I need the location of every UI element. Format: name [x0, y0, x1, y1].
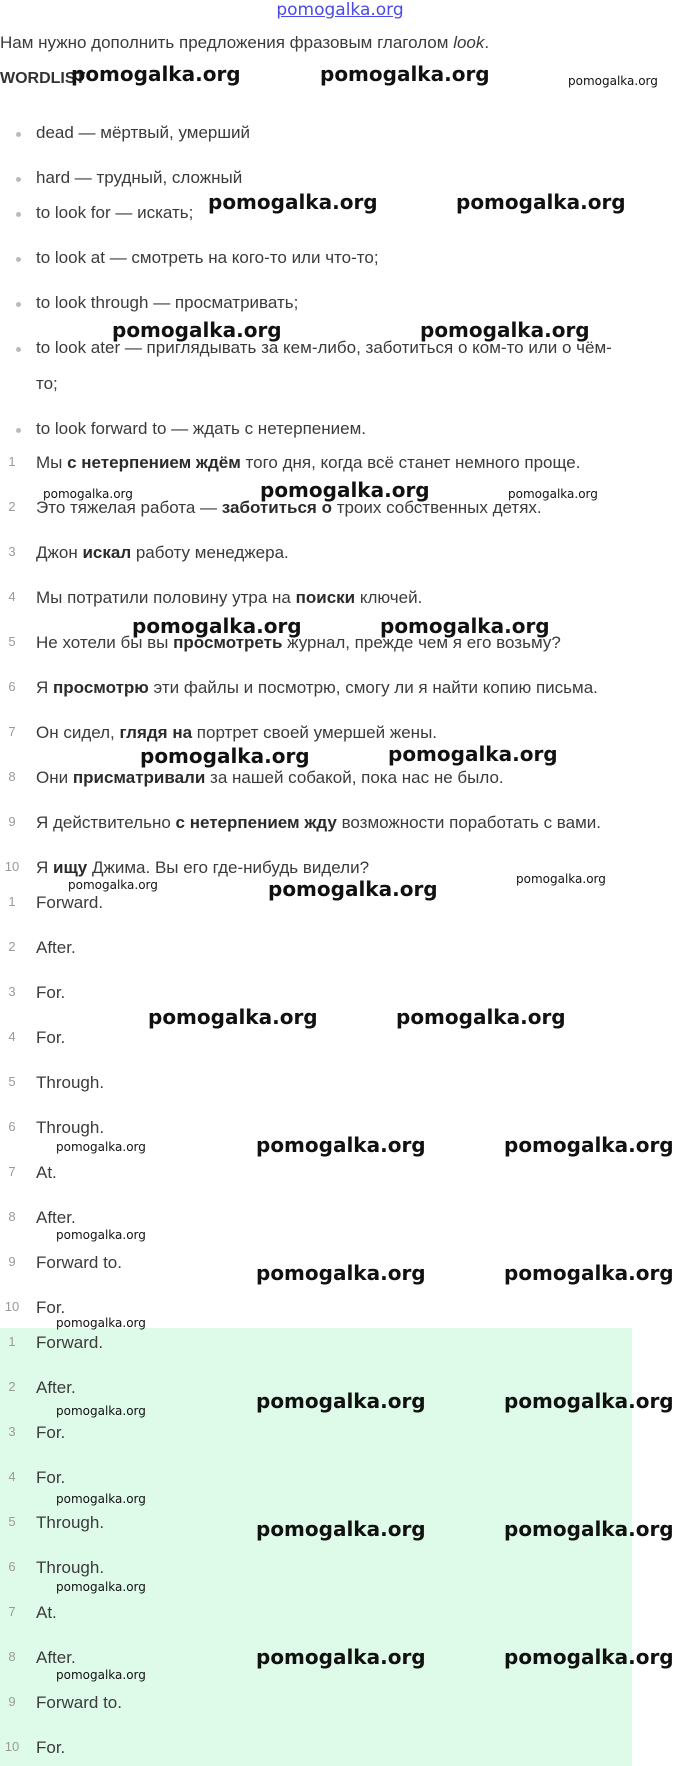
bullet-icon: [16, 132, 21, 137]
answer-text: For.: [36, 1423, 66, 1442]
item-number: 6: [8, 1559, 16, 1574]
watermark: pomogalka.org: [268, 877, 438, 901]
answer-text: After.: [36, 1648, 76, 1667]
answer-text: Forward to.: [36, 1253, 122, 1272]
wordlist-item-text: to look at — смотреть на кого-то или что-то;: [36, 248, 379, 267]
watermark: pomogalka.org: [71, 62, 241, 86]
sentence-text: Я ищу Джима. Вы его где-нибудь видели?: [36, 858, 370, 877]
watermark: pomogalka.org: [420, 318, 590, 342]
watermark: pomogalka.org: [260, 478, 430, 502]
wordlist-item-text: to look for — искать;: [36, 203, 194, 222]
item-number: 4: [8, 589, 16, 604]
bullet-icon: [16, 177, 21, 182]
item-number: 8: [8, 1649, 16, 1664]
answer-text: After.: [36, 1208, 76, 1227]
item-number: 1: [8, 1334, 16, 1349]
item-number: 9: [8, 814, 16, 829]
sentence-text: Он сидел, глядя на портрет своей умершей жены.: [36, 723, 438, 742]
item-number: 5: [8, 634, 16, 649]
sentence-text: Я просмотрю эти файлы и посмотрю, смогу ли я найти копию письма.: [36, 678, 598, 697]
watermark: pomogalka.org: [568, 74, 658, 88]
watermark: pomogalka.org: [380, 614, 550, 638]
bullet-icon: [16, 302, 21, 307]
answer-text: For.: [36, 1028, 66, 1047]
watermark: pomogalka.org: [56, 1316, 146, 1330]
item-number: 8: [8, 769, 16, 784]
intro-text: [0, 33, 489, 53]
watermark: pomogalka.org: [396, 1005, 566, 1029]
watermark: pomogalka.org: [320, 62, 490, 86]
bullet-icon: [16, 212, 21, 217]
answer-text: For.: [36, 1738, 66, 1757]
item-number: 10: [4, 1299, 20, 1314]
answer-text: Through.: [36, 1513, 105, 1532]
bullet-icon: [16, 257, 21, 262]
watermark: pomogalka.org: [56, 1228, 146, 1242]
watermark: pomogalka.org: [56, 1492, 146, 1506]
item-number: 3: [8, 984, 16, 999]
watermark: pomogalka.org: [256, 1133, 426, 1157]
sentence-text: Мы потратили половину утра на поиски ключей.: [36, 588, 423, 607]
item-number: 2: [8, 499, 16, 514]
intro-verb: look: [453, 33, 485, 52]
watermark: pomogalka.org: [132, 614, 302, 638]
watermark: pomogalka.org: [504, 1133, 674, 1157]
watermark: pomogalka.org: [56, 1404, 146, 1418]
answer-text: At.: [36, 1163, 57, 1182]
item-number: 10: [4, 859, 20, 874]
item-number: 6: [8, 679, 16, 694]
sentence-text: Джон искал работу менеджера.: [36, 543, 289, 562]
item-number: 1: [8, 454, 16, 469]
item-number: 9: [8, 1694, 16, 1709]
watermark: pomogalka.org: [112, 318, 282, 342]
answer-text: Forward.: [36, 1333, 104, 1352]
sentence-text: Это тяжелая работа — заботиться о троих собственных детях.: [36, 498, 542, 517]
watermark: pomogalka.org: [56, 1668, 146, 1682]
watermark: pomogalka.org: [208, 190, 378, 214]
item-number: 5: [8, 1514, 16, 1529]
watermark: pomogalka.org: [56, 1140, 146, 1154]
sentence-text: Мы с нетерпением ждём того дня, когда всё станет немного проще.: [36, 453, 581, 472]
item-number: 1: [8, 894, 16, 909]
wordlist-title: WORDLIST: [0, 70, 86, 87]
wordlist-item-text: to look forward to — ждать с нетерпением.: [36, 419, 366, 438]
wordlist-item-text: dead — мёртвый, умерший: [36, 123, 251, 142]
bullet-icon: [16, 428, 21, 433]
watermark: pomogalka.org: [456, 190, 626, 214]
sentence-text: Не хотели бы вы просмотреть журнал, прежде чем я его возьму?: [36, 633, 561, 652]
answer-text: After.: [36, 938, 76, 957]
intro-before: Нам нужно дополнить предложения фразовым глаголом: [0, 33, 454, 52]
answer-text: At.: [36, 1603, 57, 1622]
item-number: 9: [8, 1254, 16, 1269]
answer-text: Through.: [36, 1558, 105, 1577]
item-number: 7: [8, 1164, 16, 1179]
wordlist-item-text: hard — трудный, сложный: [36, 168, 243, 187]
item-number: 5: [8, 1074, 16, 1089]
watermark: pomogalka.org: [148, 1005, 318, 1029]
intro-after: .: [484, 33, 490, 52]
watermark: pomogalka.org: [388, 742, 558, 766]
item-number: 8: [8, 1209, 16, 1224]
watermark: pomogalka.org: [56, 1580, 146, 1594]
watermark: pomogalka.org: [256, 1389, 426, 1413]
answer-text: For.: [36, 1468, 66, 1487]
watermark: pomogalka.org: [140, 744, 310, 768]
item-number: 3: [8, 544, 16, 559]
watermark: pomogalka.org: [256, 1645, 426, 1669]
watermark: pomogalka.org: [256, 1517, 426, 1541]
item-number: 10: [4, 1739, 20, 1754]
watermark: pomogalka.org: [43, 487, 133, 501]
answer-text: Through.: [36, 1118, 105, 1137]
item-number: 3: [8, 1424, 16, 1439]
wordlist-item-text: то;: [36, 374, 58, 393]
watermark: pomogalka.org: [504, 1261, 674, 1285]
wordlist-item-text: to look through — просматривать;: [36, 293, 299, 312]
answer-text: After.: [36, 1378, 76, 1397]
sentence-text: Они присматривали за нашей собакой, пока нас не было.: [36, 768, 504, 787]
item-number: 6: [8, 1119, 16, 1134]
item-number: 7: [8, 724, 16, 739]
item-number: 4: [8, 1029, 16, 1044]
item-number: 7: [8, 1604, 16, 1619]
item-number: 2: [8, 939, 16, 954]
answer-text: Forward to.: [36, 1693, 122, 1712]
answer-text: Through.: [36, 1073, 105, 1092]
watermark: pomogalka.org: [256, 1261, 426, 1285]
wordlist-item-text: to look ater — приглядывать за кем-либо, заботиться о ком-то или о чём-: [36, 338, 612, 357]
answer-text: Forward.: [36, 893, 104, 912]
item-number: 2: [8, 1379, 16, 1394]
sentence-text: Я действительно с нетерпением жду возможности поработать с вами.: [36, 813, 601, 832]
site-link[interactable]: pomogalka.org: [276, 0, 404, 20]
watermark: pomogalka.org: [508, 487, 598, 501]
answer-text: For.: [36, 983, 66, 1002]
watermark: pomogalka.org: [504, 1645, 674, 1669]
watermark: pomogalka.org: [504, 1389, 674, 1413]
answer-text: For.: [36, 1298, 66, 1317]
watermark: pomogalka.org: [68, 878, 158, 892]
bullet-icon: [16, 347, 21, 352]
item-number: 4: [8, 1469, 16, 1484]
watermark: pomogalka.org: [516, 872, 606, 886]
watermark: pomogalka.org: [504, 1517, 674, 1541]
